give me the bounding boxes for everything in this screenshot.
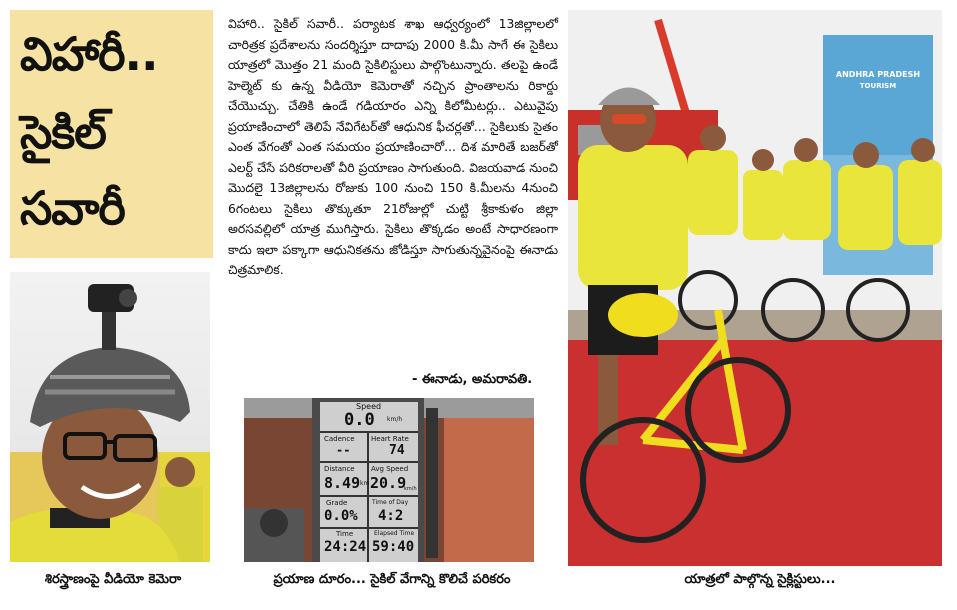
distance-value: 8.49 bbox=[324, 474, 361, 492]
headline-line-2: సైకిల్ bbox=[20, 105, 106, 159]
byline: - ఈనాడు, అమరావతి. bbox=[412, 372, 533, 387]
headline-box bbox=[10, 10, 213, 258]
headline-line-3: సవారీ bbox=[20, 181, 125, 235]
time-of-day-label: Time of Day bbox=[372, 499, 409, 506]
helmet-camera-photo bbox=[10, 272, 210, 562]
time-label: Time bbox=[336, 530, 354, 538]
time-of-day-value: 4:2 bbox=[378, 508, 404, 524]
elapsed-value: 59:40 bbox=[372, 539, 415, 555]
cadence-value: -- bbox=[336, 443, 351, 457]
heart-rate-value: 74 bbox=[389, 443, 405, 458]
article-text: విహారి.. సైకిల్ సవారీ.. పర్యాటక శాఖ ఆధ్వర్యంలో 13జిల్లాలలో చారిత్రక ప్రదేశాలను సందర్శిస్తూ దాదాపు 2000 కి.మీ సాగే ఈ సైకిలు యాత్రలో మొత్తం 21 మంది సైకిలిస్టులు పాల్గొంటున్నారు. తలపై ఉండే హెల్మెట్ కు ఉన్న వీడియో కెమెరాతో నచ్చిన ప్రాంతాలను రికార్డు చేయొచ్చు. చేతికి ఉండే గడియారం ఎన్ని కిలోమీటర్లు.. ఎటువైపు ప్రయాణించాలో తెలిపే నేవిగేటర్‌తో ఆధునిక ఫీచర్లతో... సైకిలుకు సైతం ఎంత వేగంతో ఎంత సమయం ప్రయాణించారో... దిశ మారితే బజర్‌తో ఎలర్ట్ చేసే పరికరాలతో వీరి ప్రయాణం సాగుతుంది. విజయవాడ నుంచి మొదలై 13జిల్లాలను రోజుకు 100 నుంచి 150 కి.మీలను 4నుంచి 6గంటలు సైకిలు తొక్కుతూ 21రోజుల్లో చుట్టి శ్రీకాకుళం జిల్లా అరసవల్లిలో యాత్ర ముగిస్తారు. సైకిలు తొక్కడం అంటే సాధారణంగా కాదు ఇలా పక్కాగా ఆధునికతను జోడిస్తూ సాగుతున్నవైనంపై ఈనాడు చిత్రమాలిక. bbox=[228, 16, 558, 277]
caption-meter: ప్రయాణ దూరం... సైకిల్ వేగాన్ని కొలిచే పరికరం bbox=[273, 572, 511, 587]
cadence-label: Cadence bbox=[324, 435, 355, 443]
avg-speed-label: Avg Speed bbox=[371, 465, 409, 473]
grade-label: Grade bbox=[326, 499, 348, 507]
elapsed-label: Elapsed Time bbox=[374, 530, 415, 537]
grade-value: 0.0% bbox=[324, 508, 358, 524]
cyclists-group-photo bbox=[568, 10, 942, 566]
banner-subtext: TOURISM bbox=[859, 82, 897, 90]
speedometer-photo bbox=[244, 398, 534, 562]
speed-label: Speed bbox=[356, 402, 382, 411]
banner-text: ANDHRA PRADESH bbox=[835, 70, 921, 79]
distance-label: Distance bbox=[324, 465, 355, 473]
article-body bbox=[228, 14, 558, 364]
headline-line-1: విహారీ.. bbox=[20, 27, 158, 81]
heart-rate-label: Heart Rate bbox=[371, 435, 409, 443]
avg-speed-value: 20.9 bbox=[370, 474, 407, 492]
speed-value: 0.0 bbox=[344, 410, 375, 430]
caption-helmet: శిరస్త్రాణంపై వీడియో కెమెరా bbox=[44, 572, 182, 587]
time-value: 24:24 bbox=[324, 539, 367, 555]
caption-riders: యాత్రలో పాల్గొన్న సైక్లిస్టులు... bbox=[684, 572, 836, 587]
distance-unit: km bbox=[360, 480, 370, 487]
avg-speed-unit: km/h bbox=[404, 486, 417, 492]
speed-unit: km/h bbox=[387, 416, 403, 423]
